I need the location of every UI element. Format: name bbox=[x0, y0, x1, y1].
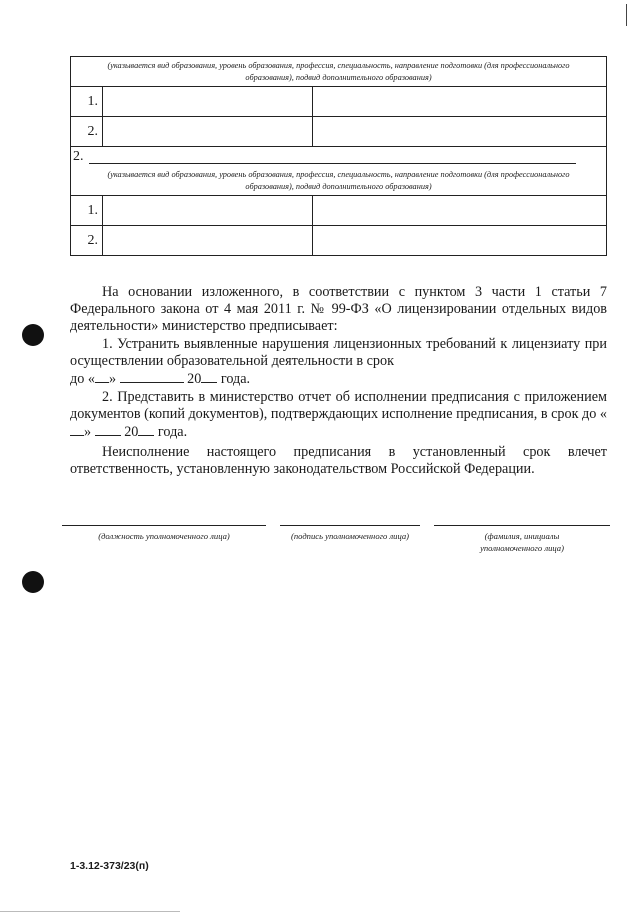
section-2-header bbox=[70, 146, 607, 195]
position-caption: (должность уполномоченного лица) bbox=[98, 531, 230, 541]
section-1-header bbox=[70, 56, 607, 86]
scan-edge-mark bbox=[626, 4, 627, 26]
fill-in-line bbox=[89, 163, 576, 164]
education-type-note: (указывается вид образования, уровень образования, профессия, специальность, направление подготовки (для профессионального образования), подвид дополнительного образования) bbox=[107, 170, 570, 191]
table-cell bbox=[313, 87, 606, 116]
row-number: 2. bbox=[71, 226, 103, 255]
date-suffix: года. bbox=[217, 371, 251, 387]
row-number: 1. bbox=[71, 87, 103, 116]
day-blank bbox=[70, 423, 84, 436]
order-item-1 bbox=[70, 336, 607, 370]
table-cell bbox=[103, 196, 313, 225]
liability-paragraph: Неисполнение настоящего предписания в установленный срок влечет ответственность, установленную законодательством Российской Федерации. bbox=[70, 444, 607, 477]
document-code: 1-3.12-373/23(п) bbox=[70, 860, 149, 872]
name-caption: (фамилия, инициалы уполномоченного лица) bbox=[480, 531, 564, 553]
table-cell bbox=[313, 117, 606, 146]
order-item-2 bbox=[70, 389, 607, 441]
row-number: 2. bbox=[71, 117, 103, 146]
signature-line bbox=[280, 524, 420, 526]
table-cell bbox=[103, 87, 313, 116]
order-item-1-text: 1. Устранить выявленные нарушения лицензионных требований к лицензиату при осуществлении образовательной деятельности в срок bbox=[70, 336, 607, 369]
legal-basis-paragraph: На основании изложенного, в соответствии с пунктом 3 части 1 статьи 7 Федерального закона от 4 мая 2011 г. № 99-ФЗ «О лицензировании отдельных видов деятельности» министерство предписывает: bbox=[70, 284, 607, 334]
name-line bbox=[434, 524, 610, 526]
table-row bbox=[70, 86, 607, 116]
table-cell bbox=[313, 226, 606, 255]
table-cell bbox=[103, 117, 313, 146]
punch-hole-bottom bbox=[22, 571, 44, 593]
day-blank bbox=[95, 370, 109, 383]
section-2-number: 2. bbox=[73, 149, 84, 164]
table-cell bbox=[103, 226, 313, 255]
punch-hole-top bbox=[22, 324, 44, 346]
order-item-1-deadline bbox=[70, 370, 607, 388]
year-blank bbox=[138, 423, 154, 436]
month-blank bbox=[95, 423, 121, 436]
date-prefix: до « bbox=[70, 371, 95, 387]
scan-edge-mark-bottom bbox=[0, 911, 180, 912]
education-type-note: (указывается вид образования, уровень образования, профессия, специальность, направление подготовки (для профессионального образования), подвид дополнительного образования) bbox=[107, 61, 570, 82]
year-prefix: 20 bbox=[124, 424, 139, 440]
date-suffix: года. bbox=[154, 424, 188, 440]
signature-caption: (подпись уполномоченного лица) bbox=[290, 531, 410, 541]
date-quote: » bbox=[84, 424, 92, 440]
table-row bbox=[70, 116, 607, 146]
year-prefix: 20 bbox=[187, 371, 202, 387]
table-row bbox=[70, 195, 607, 225]
table-row bbox=[70, 225, 607, 256]
table-cell bbox=[313, 196, 606, 225]
date-quote: » bbox=[108, 371, 117, 387]
year-blank bbox=[201, 370, 217, 383]
row-number: 1. bbox=[71, 196, 103, 225]
order-item-2-text: 2. Представить в министерство отчет об исполнении предписания с приложением документов (копий документов), подтверждающих исполнение предписания, в срок до « bbox=[70, 389, 607, 422]
education-programs-table bbox=[70, 56, 607, 256]
month-blank bbox=[120, 370, 184, 383]
position-line bbox=[62, 524, 266, 526]
